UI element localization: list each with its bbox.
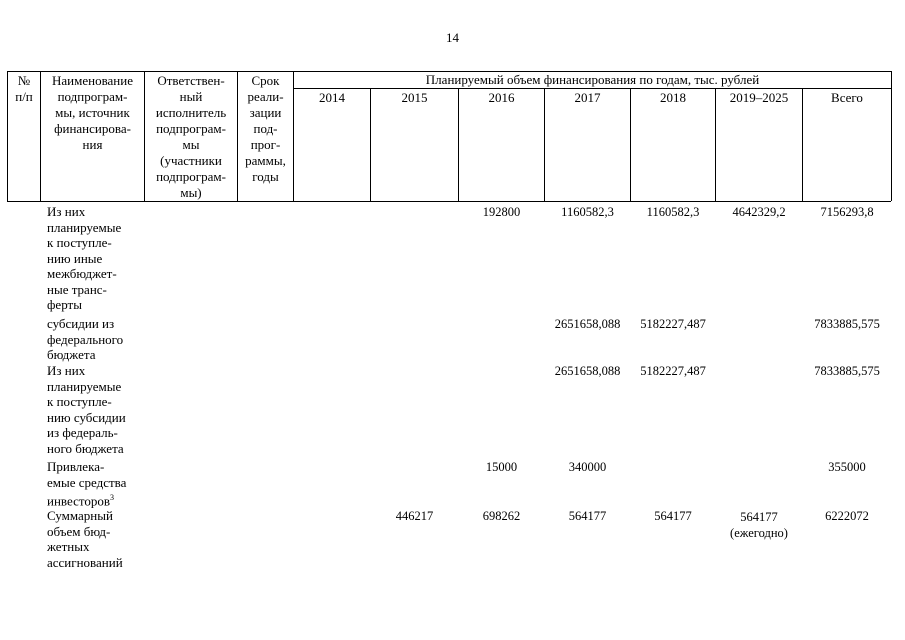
cell-total-allocations-2019-2025: 564177 (ежегодно) — [730, 510, 788, 540]
label-line: нию иные — [47, 250, 103, 266]
label-line: межбюджет- — [47, 266, 117, 281]
label-line: нию субсидии — [47, 409, 126, 425]
cell-total-allocations-2016: 698262 — [482, 509, 521, 523]
page-number: 14 — [446, 30, 459, 45]
label-line: Суммарный — [47, 508, 113, 523]
cell-planned-federal-subsidies-2018: 5182227,487 — [640, 364, 706, 378]
cell-transfers-2018: 1160582,3 — [646, 205, 700, 219]
cell-transfers-total: 7156293,8 — [820, 205, 874, 219]
label-text: инвесторов — [47, 493, 110, 509]
cell-investors-total: 355000 — [828, 460, 866, 474]
label-line: к поступле- — [47, 235, 112, 250]
cell-planned-federal-subsidies-total: 7833885,575 — [814, 364, 880, 378]
label-line — [47, 490, 140, 509]
cell-federal-subsidies-2018: 5182227,487 — [640, 317, 706, 331]
header-term: Срок реали- зации под- прог- раммы, годы — [245, 73, 286, 184]
cell-investors-2016: 15000 — [485, 460, 518, 474]
label-line: жетных — [47, 539, 90, 554]
row-label-planned-federal-subsidies — [47, 363, 140, 456]
cell-total-allocations-total: 6222072 — [825, 509, 869, 523]
label-line: ассигнований — [47, 554, 123, 570]
cell-total-allocations-2018: 564177 — [654, 509, 692, 523]
cell-planned-federal-subsidies-2017: 2651658,088 — [554, 364, 621, 378]
header-year-2019-2025: 2019–2025 — [729, 90, 789, 105]
header-planned: Планируемый объем финансирования по годам, тыс. рублей — [425, 72, 760, 87]
label-line: из федераль- — [47, 425, 118, 440]
label-line: емые средства — [47, 474, 127, 490]
cell-total-allocations-2017: 564177 — [568, 509, 607, 523]
header-year-2015: 2015 — [401, 90, 428, 105]
cell-total-allocations-2015: 446217 — [395, 509, 434, 523]
label-line: Привлека- — [47, 459, 105, 474]
label-line: ные транс- — [47, 281, 107, 297]
label-line: объем бюд- — [47, 523, 111, 539]
label-line: планируемые — [47, 219, 122, 235]
row-label-total-allocations — [47, 508, 140, 570]
cell-federal-subsidies-total: 7833885,575 — [814, 317, 880, 331]
cell-federal-subsidies-2017: 2651658,088 — [554, 317, 621, 331]
label-line: федерального — [47, 331, 124, 347]
cell-transfers-2019-2025: 4642329,2 — [732, 205, 786, 219]
header-bottom-border — [7, 201, 891, 202]
label-line: Из них — [47, 363, 86, 378]
cell-investors-2017: 340000 — [568, 460, 607, 474]
row-label-transfers — [47, 204, 140, 313]
label-line: Из них — [47, 204, 86, 219]
cell-transfers-2017: 1160582,3 — [561, 205, 614, 219]
label-line: субсидии из — [47, 316, 115, 331]
cell-transfers-2016: 192800 — [482, 205, 521, 219]
label-line: ного бюджета — [47, 440, 124, 456]
row-label-investors — [47, 459, 140, 509]
header-executor: Ответствен- ный исполнитель подпрограм- мы (участники подпрограм- мы) — [155, 73, 227, 200]
header-year-2016: 2016 — [488, 90, 515, 105]
footnote-marker: 3 — [110, 493, 114, 502]
header-year-2017: 2017 — [574, 90, 601, 105]
label-line: к поступле- — [47, 394, 112, 409]
label-line: ферты — [47, 297, 82, 312]
header-name: Наименование подпрограм- мы, источник финансирова- ния — [52, 73, 133, 152]
col-border-11 — [891, 71, 892, 201]
label-line: планируемые — [47, 378, 122, 394]
header-year-2018: 2018 — [660, 90, 686, 105]
label-line: бюджета — [47, 347, 96, 362]
header-year-total: Всего — [831, 90, 863, 105]
header-year-2014: 2014 — [319, 90, 345, 105]
row-label-federal-subsidies — [47, 316, 140, 363]
header-num: № п/п — [15, 73, 33, 104]
